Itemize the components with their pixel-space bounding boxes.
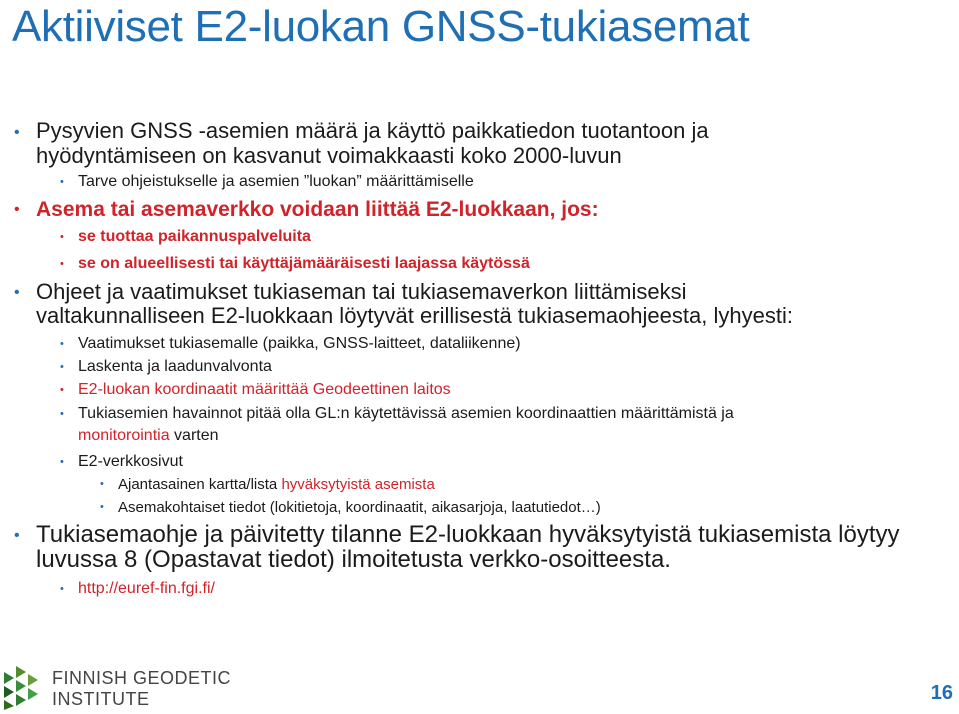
logo-line-2: INSTITUTE bbox=[52, 689, 150, 709]
varten-text: varten bbox=[169, 427, 219, 444]
bullet-3-sub-4-line-2 bbox=[78, 426, 219, 446]
bullet-dot-icon: • bbox=[60, 258, 64, 270]
bullet-2: Asema tai asemaverkko voidaan liittää E2-luokkaan, jos: bbox=[36, 198, 599, 221]
approved-stations-link[interactable]: hyväksytyistä asemista bbox=[281, 476, 435, 493]
euref-fin-link[interactable]: http://euref-fin.fgi.fi/ bbox=[78, 580, 215, 597]
bullet-2-sub-1: se tuottaa paikannuspalveluita bbox=[78, 228, 311, 245]
bullet-3-sub-2: Laskenta ja laadunvalvonta bbox=[78, 358, 272, 375]
bullet-1-line-2: hyödyntämiseen on kasvanut voimakkaasti koko 2000-luvun bbox=[36, 143, 622, 168]
bullet-4-line-1: Tukiasemaohje ja päivitetty tilanne E2-luokkaan hyväksytyistä tukiasemista löytyy bbox=[36, 521, 900, 548]
bullet-3-sub-3: E2-luokan koordinaatit määrittää Geodeettinen laitos bbox=[78, 381, 451, 398]
bullet-2-sub-2: se on alueellisesti tai käyttäjämääräisesti laajassa käytössä bbox=[78, 255, 530, 272]
bullet-dot-icon: • bbox=[14, 284, 20, 301]
bullet-dot-icon: • bbox=[100, 478, 104, 490]
bullet-3-sub-5-sub-2: Asemakohtaiset tiedot (lokitietoja, koordinaatit, aikasarjoja, laatutiedot…) bbox=[118, 499, 601, 516]
bullet-3-sub-5: E2-verkkosivut bbox=[78, 453, 183, 470]
bullet-dot-icon: • bbox=[60, 456, 64, 468]
bullet-dot-icon: • bbox=[14, 527, 20, 544]
fgi-logo-mark-icon bbox=[2, 664, 48, 710]
bullet-3-line-1: Ohjeet ja vaatimukset tukiaseman tai tukiasemaverkon liittämiseksi bbox=[36, 279, 687, 304]
bullet-dot-icon: • bbox=[60, 338, 64, 350]
map-list-text: Ajantasainen kartta/lista bbox=[118, 476, 282, 493]
fgi-logo bbox=[2, 664, 242, 712]
bullet-dot-icon: • bbox=[60, 408, 64, 420]
monitoring-text: monitorointia bbox=[78, 427, 170, 444]
bullet-dot-icon: • bbox=[14, 201, 20, 218]
slide-title: Aktiiviset E2-luokan GNSS-tukiasemat bbox=[12, 2, 750, 51]
bullet-3-sub-5-sub-1 bbox=[118, 475, 435, 494]
page-number: 16 bbox=[930, 682, 953, 704]
bullet-4-line-2: luvussa 8 (Opastavat tiedot) ilmoitetusta verkko-osoitteesta. bbox=[36, 546, 671, 573]
bullet-dot-icon: • bbox=[60, 231, 64, 243]
bullet-dot-icon: • bbox=[60, 384, 64, 396]
bullet-dot-icon: • bbox=[14, 124, 20, 141]
bullet-dot-icon: • bbox=[100, 501, 104, 513]
bullet-1-line-1: Pysyvien GNSS -asemien määrä ja käyttö paikkatiedon tuotantoon ja bbox=[36, 118, 709, 143]
bullet-3-sub-1: Vaatimukset tukiasemalle (paikka, GNSS-laitteet, dataliikenne) bbox=[78, 335, 521, 352]
bullet-3-sub-4-line-1: Tukiasemien havainnot pitää olla GL:n käytettävissä asemien koordinaattien määrittämistä ja bbox=[78, 405, 734, 422]
bullet-dot-icon: • bbox=[60, 361, 64, 373]
bullet-3-line-2: valtakunnalliseen E2-luokkaan löytyvät erillisestä tukiasemaohjeesta, lyhyesti: bbox=[36, 303, 793, 328]
bullet-dot-icon: • bbox=[60, 583, 64, 595]
bullet-1-sub-1: Tarve ohjeistukselle ja asemien ”luokan” määrittämiselle bbox=[78, 173, 474, 190]
bullet-dot-icon: • bbox=[60, 176, 64, 188]
logo-line-1: FINNISH GEODETIC bbox=[52, 668, 232, 688]
